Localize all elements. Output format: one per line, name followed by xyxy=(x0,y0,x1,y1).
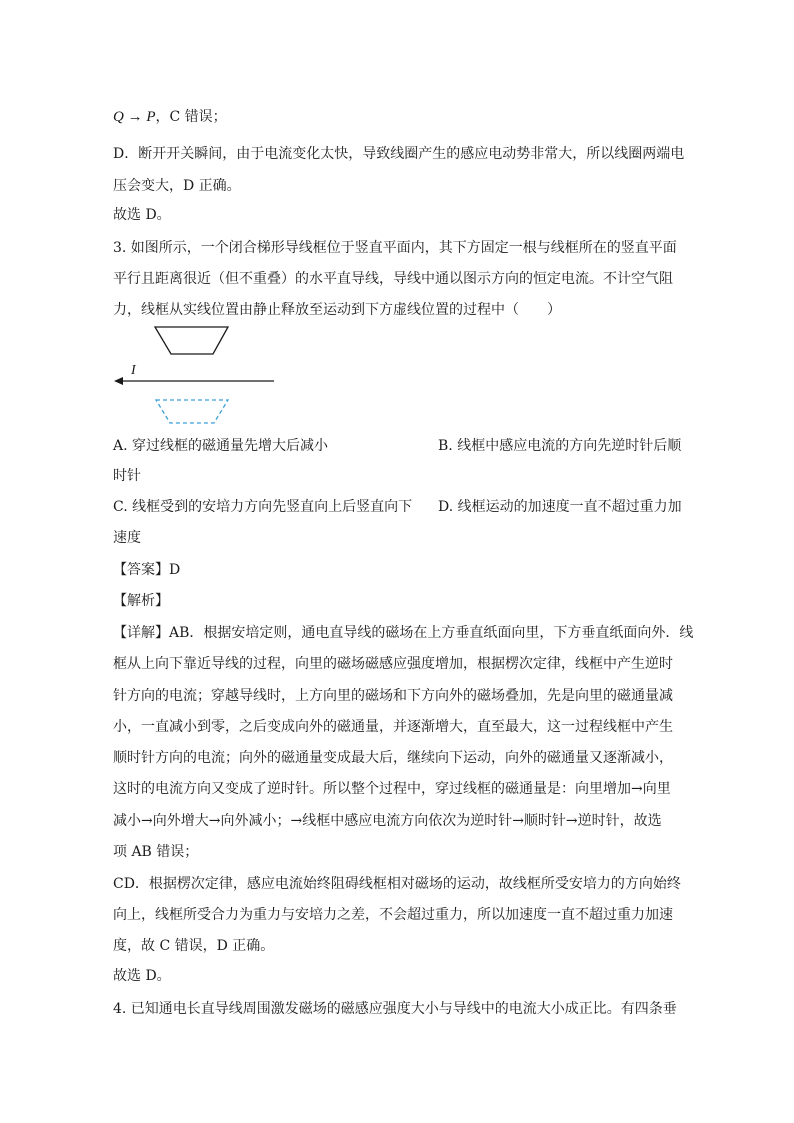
analysis-line: 小，一直减小到零，之后变成向外的磁通量，并逐渐增大，直至最大，这一过程线框中产生 xyxy=(113,719,673,735)
question-4-line: 4. 已知通电长直导线周围激发磁场的磁感应强度大小与导线中的电流大小成正比。有四条垂 xyxy=(113,1001,677,1017)
trapezoid-wire-figure xyxy=(110,322,290,432)
dashed-trapezoid-frame xyxy=(156,400,228,423)
analysis-line: 框从上向下靠近导线的过程，向里的磁场磁感应强度增加，根据楞次定律，线框中产生逆时 xyxy=(113,656,673,672)
text-fragment: ，C 错误； xyxy=(155,109,227,125)
analysis-line: 顺时针方向的电流；向外的磁通量变成最大后，继续向下运动，向外的磁通量又逐渐减小， xyxy=(113,750,673,766)
option-c: C. 线框受到的安培力方向先竖直向上后竖直向下 xyxy=(113,499,413,515)
analysis-line: CD．根据楞次定律，感应电流始终阻碍线框相对磁场的运动，故线框所受安培力的方向始终 xyxy=(113,876,681,892)
option-b-continued: 时针 xyxy=(113,468,141,484)
current-label: I xyxy=(131,363,136,378)
option-a: A. 穿过线框的磁通量先增大后减小 xyxy=(113,438,329,454)
analysis-line: 故选 D。 xyxy=(113,968,171,984)
analysis-line: 向上，线框所受合力为重力与安培力之差，不会超过重力，所以加速度一直不超过重力加速 xyxy=(113,907,673,923)
solid-trapezoid-frame xyxy=(155,327,228,354)
analysis-line: 【详解】AB．根据安培定则，通电直导线的磁场在上方垂直纸面向里，下方垂直纸面向外．线 xyxy=(113,625,694,641)
text-line: D．断开开关瞬间，由于电流变化太快，导致线圈产生的感应电动势非常大，所以线圈两端电 xyxy=(113,146,685,162)
question-3-line: 力，线框从实线位置由静止释放至运动到下方虚线位置的过程中（ ） xyxy=(113,302,561,318)
analysis-line: 这时的电流方向又变成了逆时针。所以整个过程中，穿过线框的磁通量是：向里增加→向里 xyxy=(113,781,671,797)
current-arrow-icon xyxy=(114,377,123,385)
analysis-line: 项 AB 错误； xyxy=(113,844,199,860)
option-d: D. 线框运动的加速度一直不超过重力加 xyxy=(438,499,682,515)
option-b: B. 线框中感应电流的方向先逆时针后顺 xyxy=(438,438,682,454)
text-line: 故选 D。 xyxy=(113,207,171,223)
question-3-line: 3. 如图所示，一个闭合梯形导线框位于竖直平面内，其下方固定一根与线框所在的竖直平面 xyxy=(113,240,677,256)
text-line: 压会变大，D 正确。 xyxy=(113,178,241,194)
math-expression: Q → P xyxy=(113,109,156,125)
text-line xyxy=(113,107,227,127)
analysis-line: 减小→向外增大→向外减小；→线框中感应电流方向依次为逆时针→顺时针→逆时针，故选 xyxy=(113,813,662,829)
analysis-line: 针方向的电流；穿越导线时，上方向里的磁场和下方向外的磁场叠加，先是向里的磁通量减 xyxy=(113,688,673,704)
analysis-line: 度，故 C 错误，D 正确。 xyxy=(113,938,275,954)
option-d-continued: 速度 xyxy=(113,530,141,546)
analysis-heading: 【解析】 xyxy=(113,593,169,609)
question-3-line: 平行且距离很近（但不重叠）的水平直导线，导线中通以图示方向的恒定电流。不计空气阻 xyxy=(113,271,673,287)
answer-line: 【答案】D xyxy=(113,562,181,578)
